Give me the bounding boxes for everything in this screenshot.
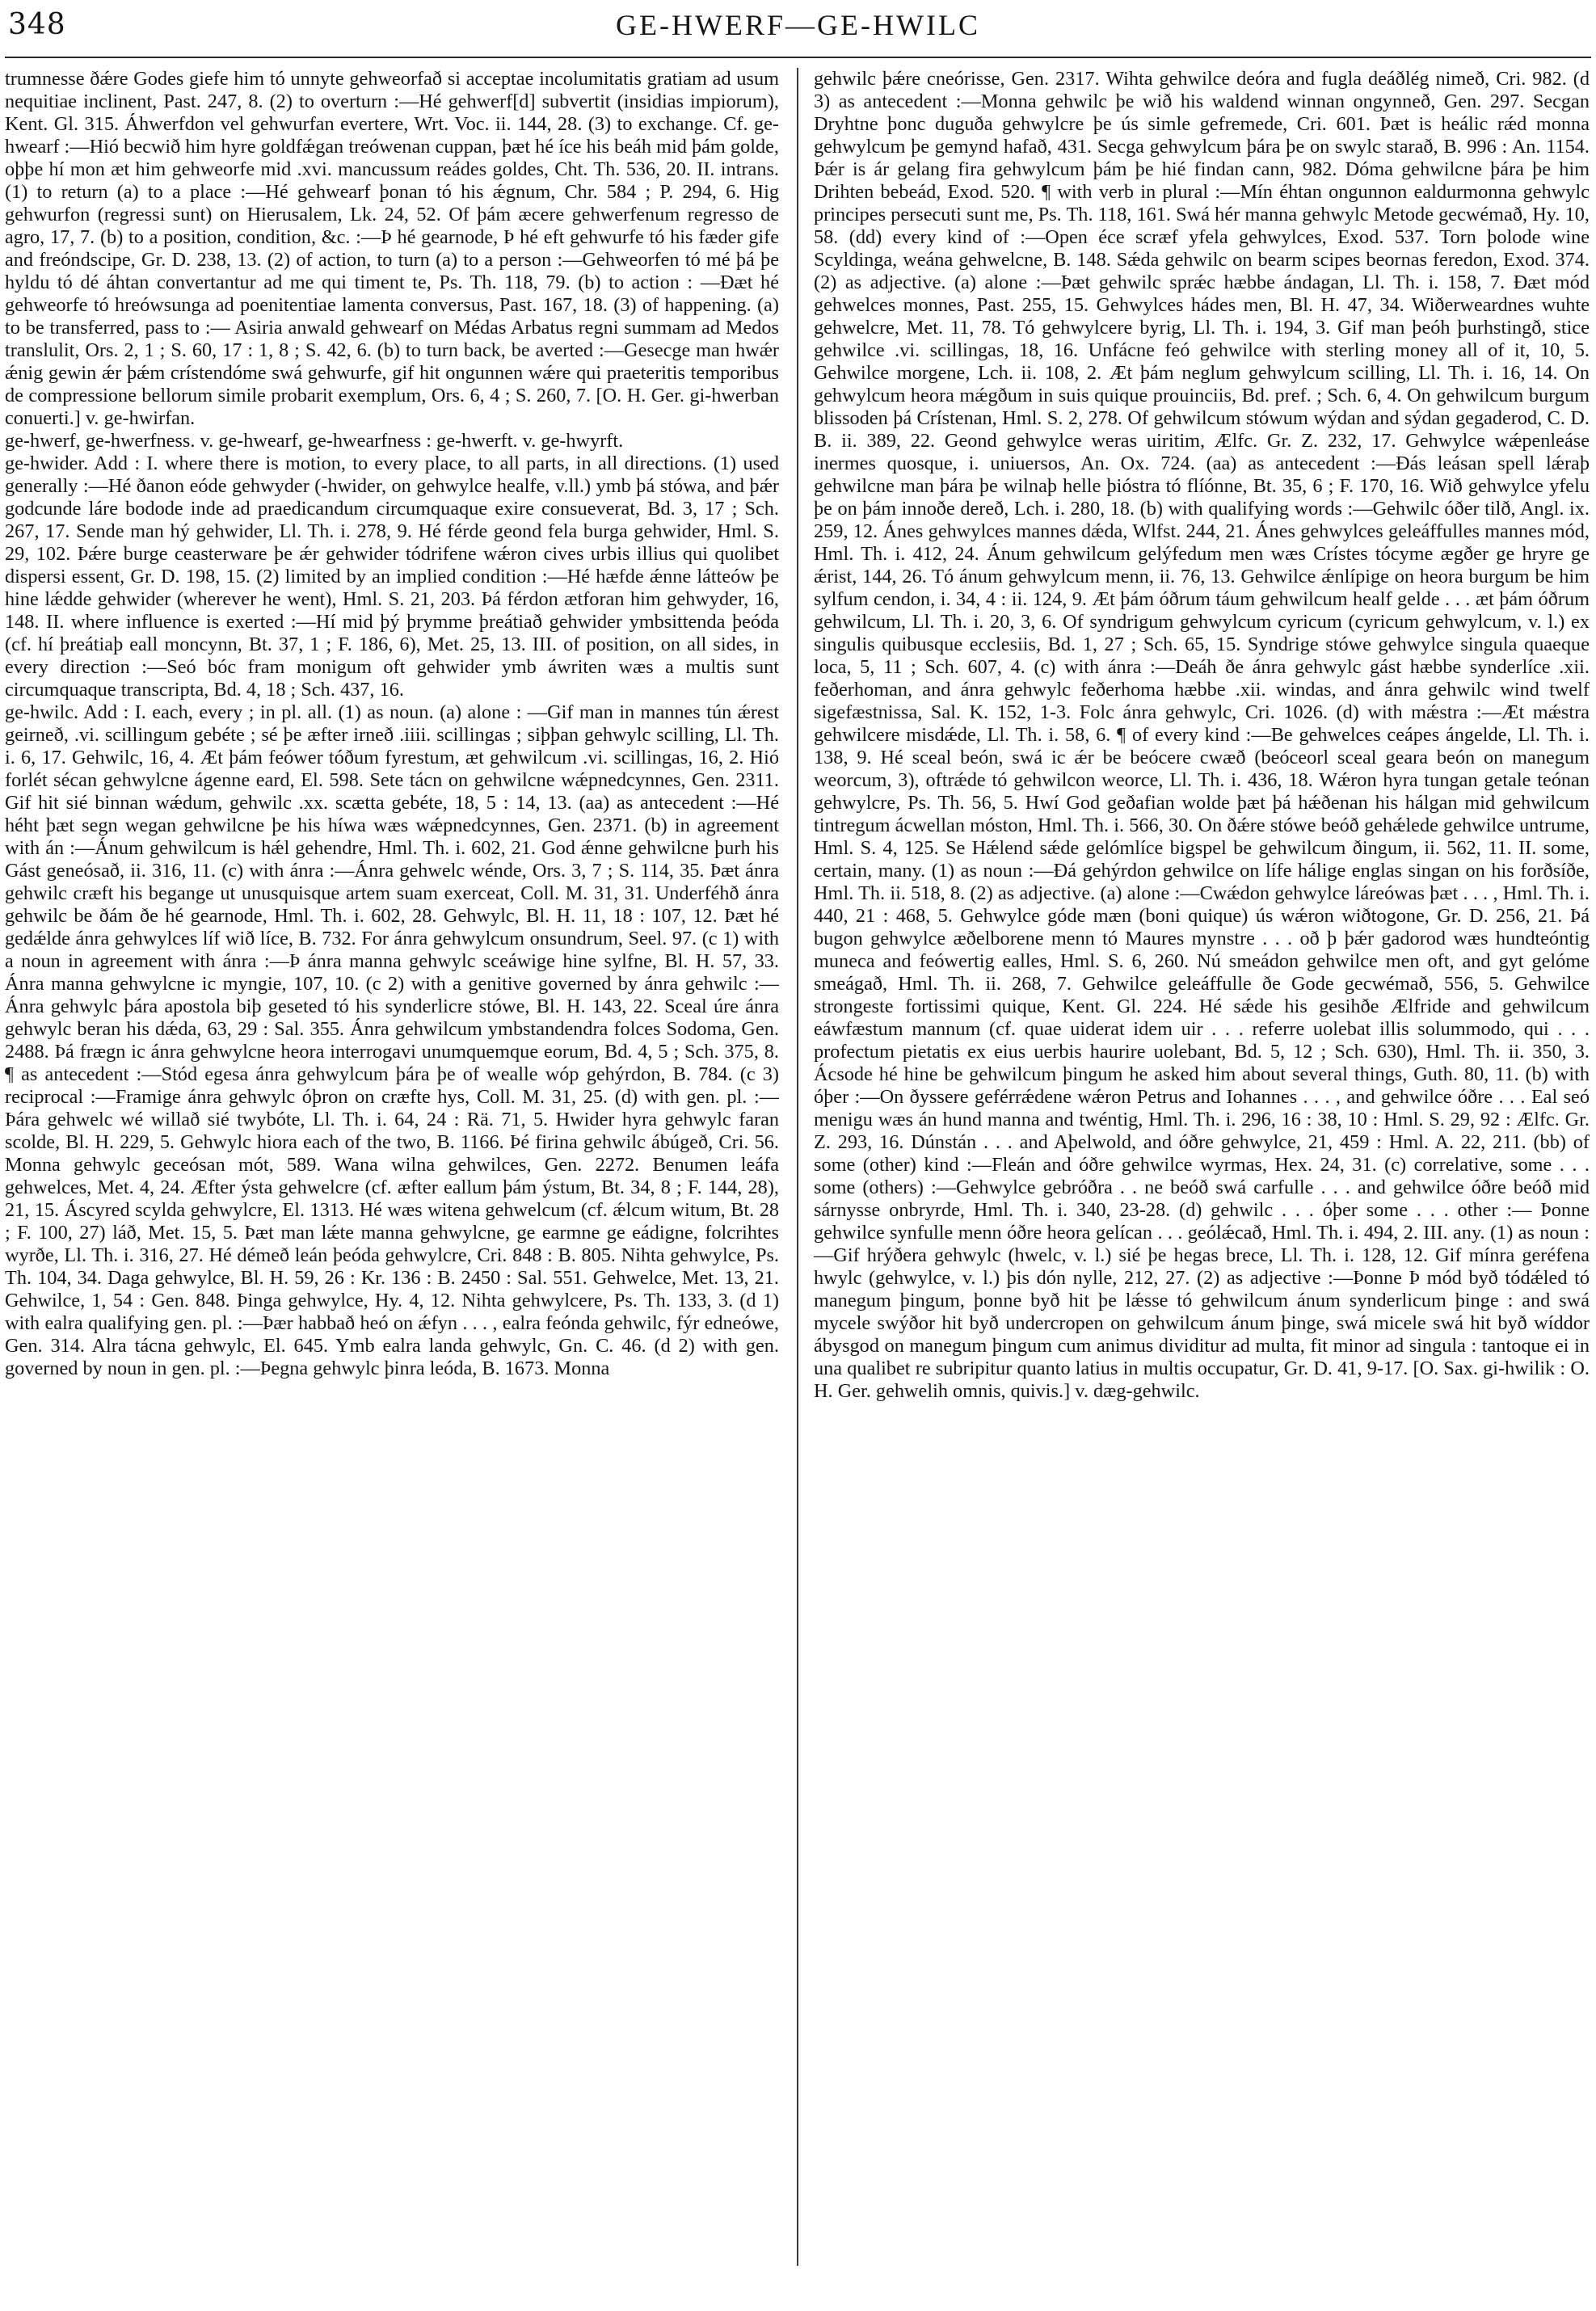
column-divider <box>797 68 798 2266</box>
entry-paragraph: trumnesse ðǽre Godes giefe him tó unnyte gehweorfað si acceptae incolumitatis gratiam ad usum nequitiae inclinent, Past. 247, 8. (2) to overturn :—Hé gehwerf[d] subvertit (insidias impiorum), Kent. Gl. 315. Áhwerfdon vel gehwurfan evertere, Wrt. Voc. ii. 144, 28. (3) to exchange. Cf. ge-hwearf :—Hió becwið him hyre goldfǽgan treówenan cuppan, þæt hé íce his beáh mid þám golde, oþþe hí mon æt him gehweorfe mid .xvi. mancussum reádes goldes, Cht. Th. 536, 20. II. intrans. (1) to return (a) to a place :—Hé gehwearf þonan tó his ǽgnum, Chr. 584 ; P. 294, 6. Hig gehwurfon (regressi sunt) on Hierusalem, Lk. 24, 52. Of þám æcere gehwerfenum regresso de agro, 17, 7. (b) to a position, condition, &c. :—Þ hé gearnode, Þ hé eft gehwurfe tó his fæder gife and freóndscipe, Gr. D. 238, 13. (2) of action, to turn (a) to a person :—Gehweorfen tó mé þá þe hyldu tó dé áhtan convertantur ad me qui timent te, Ps. Th. 118, 79. (b) to action : —Ðæt hé gehweorfe tó hreówsunga ad poenitentiae lamenta conversus, Past. 167, 18. (3) of happening. (a) to be transferred, pass to :— Asiria anwald gehwearf on Médas Arbatus regni summam ad Medos translulit, Ors. 2, 1 ; S. 60, 17 : 1, 8 ; S. 42, 6. (b) to turn back, be averted :—Gesecge man hwǽr ǽnig gewin ǽr þǽm crístendóme swá gehwurfe, gif hit ongunnen wǽre qui praeteritis temporibus de compressione bellorum simile probarit exemplum, Ors. 6, 4 ; S. 260, 7. [O. H. Ger. gi-hwerban conuerti.] v. ge-hwirfan. <box>5 68 779 429</box>
page-number: 348 <box>8 8 66 41</box>
page-title: GE-HWERF—GE-HWILC <box>616 9 980 41</box>
header-rule <box>5 57 1591 58</box>
page-header <box>0 0 1596 69</box>
right-column <box>814 68 1590 2263</box>
left-column <box>5 68 779 2263</box>
entry-ge-hwerf: ge-hwerf, ge-hwerfness. v. ge-hwearf, ge-hwearfness : ge-hwerft. v. ge-hwyrft. <box>5 430 624 452</box>
entry-ge-hwilc: ge-hwilc. Add : I. each, every ; in pl. all. (1) as noun. (a) alone : —Gif man in mannes tún ǽrest geirneð, .vi. scillingum gebéte ; sé þe æfter irneð .iiii. scillingas ; siþþan gehwylc scilling, Ll. Th. i. 6, 17. Gehwilc, 16, 4. Æt þám feówer tóðum fyrestum, æt gehwilcum .vi. scillingas, 16, 2. Hió forlét sécan gehwylcne ágenne eard, El. 598. Sete tácn on gehwilcne wǽpnedcynnes, Gen. 2311. Gif hit sié binnan wǽdum, gehwilc .xx. scætta gebéte, 18, 5 : 14, 13. (aa) as antecedent :—Hé héht þæt segn wegan gehwilcne þe his híwa wæs wǽpnedcynnes, Gen. 2371. (b) in agreement with án :—Ánum gehwilcum is hǽl gehendre, Hml. Th. i. 602, 21. God ǽnne gehwilcne þurh his Gást geneósað, ii. 316, 11. (c) with ánra :—Ánra gehwelc wénde, Ors. 3, 7 ; S. 114, 35. Þæt ánra gehwilc cræft his begange ut unusquisque artem suam exerceat, Coll. M. 31, 31. Underféhð ánra gehwilc be ðám ðe hé gearnode, Hml. Th. i. 602, 28. Gehwylc, Bl. H. 11, 18 : 107, 12. Þæt hé gedǽlde ánra gehwylces líf wið líce, B. 732. For ánra gehwylcum onsundrum, Seel. 97. (c 1) with a noun in agreement with ánra :—Þ ánra manna gehwylc sceáwige hine sylfne, Bl. H. 57, 33. Ánra manna gehwylcne ic myngie, 107, 10. (c 2) with a genitive governed by ánra gehwilc :—Ánra gehwylc þára apostola biþ geseted tó his synderlicre stówe, Bl. H. 143, 22. Sceal úre ánra gehwylc beran his dǽda, 63, 29 : Sal. 355. Ánra gehwilcum ymbstandendra folces Sodoma, Gen. 2488. Þá frægn ic ánra gehwylcne heora interrogavi unumquemque eorum, Bd. 4, 5 ; Sch. 375, 8. ¶ as antecedent :—Stód egesa ánra gehwylcum þára þe of wealle wóp gehýrdon, B. 784. (c 3) reciprocal :—Framige ánra gehwylc óþron on cræfte hys, Coll. M. 31, 25. (d) with gen. pl. :—Þára gehwelc wé willað sié twybóte, Ll. Th. i. 64, 24 : Rä. 71, 5. Hwider hyra gehwylc faran scolde, Bl. H. 229, 5. Gehwylc hiora each of the two, B. 1166. Þé firina gehwilc ábúgeð, Cri. 56. Monna gehwylc geceósan mót, 589. Wana wilna gehwilces, Gen. 2272. Benumen leáfa gehwelces, Met. 4, 24. Æfter ýsta gehwelcre (cf. æfter eallum þám ýstum, Bt. 34, 8 ; F. 144, 28), 21, 15. Áscyred scylda gehwylcre, El. 1313. Hé wæs witena gehwelcum (cf. ǽlcum witum, Bt. 28 ; F. 100, 27) láð, Met. 15, 5. Þæt man lǽte manna gehwylcne, ge earmne ge eádigne, folcrihtes wyrðe, Ll. Th. i. 316, 27. Hé démeð leán þeóda gehwylcre, Cri. 848 : B. 805. Nihta gehwylce, Ps. Th. 104, 34. Daga gehwylce, Bl. H. 59, 26 : Kr. 136 : B. 2450 : Sal. 551. Gehwelce, Met. 13, 21. Gehwilce, 1, 54 : Gen. 848. Þinga gehwylce, Hy. 4, 12. Nihta gehwylcere, Ps. Th. 133, 3. (d 1) with ealra qualifying gen. pl. :—Þær habbað heó on ǽfyn . . . , ealra feónda gehwilc, fýr edneówe, Gen. 314. Alra tácna gehwylc, El. 645. Ymb ealra landa gehwylc, Gn. C. 46. (d 2) with gen. governed by noun in gen. pl. :—Þegna gehwylc þinra leóda, B. 1673. Monna <box>5 701 779 1379</box>
entry-ge-hwilc-continued: gehwilc þǽre cneórisse, Gen. 2317. Wihta gehwilce deóra and fugla deáðlég nimeð, Cri. 982. (d 3) as antecedent :—Monna gehwilc þe wið his waldend winnan ongynneð, Gen. 297. Secgan Dryhtne þonc duguða gehwylcre þe ús simle gefremede, Cri. 601. Þæt is heálic rǽd monna gehwylcum þe gemynd hafað, 431. Secga gehwylcum þára þe on swylc starað, B. 996 : An. 1154. Þǽr is ár gelang fira gehwylcum þám þe hié findan cann, 982. Dóma gehwilcne þára þe him Drihten bebeád, Exod. 520. ¶ with verb in plural :—Mín éhtan ongunnon ealdurmonna gehwylc principes persecuti sunt me, Ps. Th. 118, 161. Swá hér manna gehwylc Metode gecwémað, Hy. 10, 58. (dd) every kind of :—Open éce scræf yfela gehwylces, Exod. 537. Torn þolode wine Scyldinga, weána gehwelcne, B. 148. Sǽda gehwilc on bearm scipes beornas feredon, Exod. 374. (2) as adjective. (a) alone :—Þæt gehwilc sprǽc hæbbe ándagan, Ll. Th. i. 158, 7. Ðæt mód gehwelces monnes, Past. 255, 15. Gehwylces hádes men, Bl. H. 47, 34. Wiðerweardnes wuhte gehwelcre, Met. 11, 78. Tó gehwylcere byrig, Ll. Th. i. 194, 3. Gif man þeóh þurhstingð, stice gehwilce .vi. scillingas, 18, 16. Unfácne feó gehwilce with sterling money all of it, 10, 5. Gehwilce morgene, Lch. ii. 108, 2. Æt þám neglum gehwylcum scilling, Ll. Th. i. 16, 14. On gehwylcum heora mǽgðum in suis quique prouinciis, Bd. pref. ; Sch. 6, 4. On gehwilcum burgum blissoden þá Crístenan, Hml. S. 2, 278. Of gehwilcum stówum wýdan and sýdan gegaderod, C. D. B. ii. 389, 22. Geond gehwylce weras uiritim, Ælfc. Gr. Z. 232, 17. Gehwylce wǽpenleáse inermes quosque, i. uniuersos, An. Ox. 724. (aa) as antecedent :—Ðás leásan spell lǽraþ gehwilcne man þára þe wilnaþ helle þióstra tó flíónne, Bt. 35, 6 ; F. 170, 16. Wið gehwylce yfelu þe on þám innoðe dereð, Lch. i. 280, 18. (b) with qualifying words :—Gehwilc óðer tilð, Angl. ix. 259, 12. Ánes gehwylces mannes dǽda, Wlfst. 244, 21. Ánes gehwylces geleáffulles mannes mód, Hml. Th. i. 412, 24. Ánum gehwilcum gelýfedum men wæs Crístes tócyme ægðer ge hryre ge ǽrist, 144, 26. Tó ánum gehwylcum menn, ii. 76, 13. Gehwilce ǽnlípige on heora burgum be him sylfum cendon, i. 34, 4 : ii. 124, 9. Æt þám óðrum táum gehwilcum healf gelde . . . æt þám óðrum gehwilcum, Ll. Th. i. 20, 3, 6. Of syndrigum gehwylcum cyricum (cyricum gehwylcum, v. l.) ex singulis quibusque ecclesiis, Bd. 1, 27 ; Sch. 65, 15. Syndrige stówe gehwylce singula quaeque loca, 5, 11 ; Sch. 607, 4. (c) with ánra :—Deáh ðe ánra gehwylc gást hæbbe synderlíce .xii. feðerhoman, and ánra gehwylc feðerhoma hæbbe .xii. windas, and ánra gehwilc wind twelf sigefæstnissa, Sal. K. 152, 1-3. Folc ánra gehwylc, Cri. 1026. (d) with mǽstra :—Æt mǽstra gehwilcere misdǽde, Ll. Th. i. 58, 6. ¶ of every kind :—Be gehwelces ceápes ángelde, Ll. Th. i. 138, 9. Hé sceal beón, swá ic ǽr be beócere cwæð (beóceorl sceal geara beón on manegum weorcum, 3), oftrǽde tó gehwilcon weorce, Ll. Th. i. 436, 18. Wǽron hyra tungan getale teónan gehwylcre, Ps. Th. 56, 5. Hwí God geðafian wolde þæt þá hǽðenan his hálgan mid gehwilcum tintregum ácwellan móston, Hml. Th. i. 566, 30. On ðǽre stówe beóð gehǽlede gehwilce untrume, Hml. S. 4, 125. Se Hǽlend sǽde gelómlíce bigspel be gehwilcum ðingum, ii. 562, 11. II. some, certain, many. (1) as noun :—Ðá gehýrdon gehwilce on lífe hálige englas singan on his forðsíðe, Hml. Th. ii. 518, 8. (2) as adjective. (a) alone :—Cwǽdon gehwylce láreówas þæt . . . , Hml. Th. i. 440, 21 : 468, 5. Gehwylce góde mæn (boni quique) ús wǽron wiðtogone, Gr. D. 256, 21. Þá bugon gehwylce æðelborene menn tó Maures mynstre . . . oð þ þǽr gadorod wæs hundteóntig muneca and feówertig ealles, Hml. S. 6, 260. Nú smeádon gehwilce men oft, and gyt gelóme smeágað, Hml. Th. ii. 268, 7. Gehwilce geleáffulle ðe Gode gecwémað, 556, 5. Gehwilce strongeste fortissimi quique, Kent. Gl. 224. Hé sǽde his gesihðe Ælfride and gehwilcum eáwfæstum mannum (cf. quae uiderat idem uir . . . referre uolebat illis solummodo, qui . . . profectum pietatis ex eius uerbis haurire uolebant, Bd. 5, 12 ; Sch. 630), Hml. Th. ii. 350, 3. Ácsode hé hine be gehwilcum þingum he asked him about several things, Guth. 80, 11. (b) with óþer :—On ðyssere geférrǽdene wǽron Petrus and Iohannes . . . , and gehwilce óðre . . . Eal seó menigu wæs án hund manna and twéntig, Hml. Th. i. 296, 16 : 38, 10 : Hml. S. 29, 92 : Ælfc. Gr. Z. 293, 16. Dúnstán . . . and Aþelwold, and óðre gehwylce, 21, 459 : Hml. A. 22, 211. (bb) of some (other) kind :—Fleán and óðre gehwilce wyrmas, Hex. 24, 31. (c) correlative, some . . . some (others) :—Gehwylce gebróðra . . ne beóð swá carfulle . . . and gehwilce óðre beóð mid sárnysse onbryrde, Hml. Th. i. 340, 23-28. (d) gehwilc . . . óþer some . . . other :— Þonne gehwilce synfulle menn óðre heora gelícan . . . geólǽcað, Hml. Th. i. 494, 2. III. any. (1) as noun :—Gif hrýðera gehwylc (hwelc, v. l.) sié þe hegas brece, Ll. Th. i. 128, 12. Gif mínra geréfena hwylc (gehwylce, v. l.) þis dón nylle, 212, 27. (2) as adjective :—Þonne Þ mód byð tódǽled tó manegum þingum, þonne byð hit þe lǽsse tó gehwilcum ánum synderlicum þinge : and swá mycele swýðor hit byð undercropen on gehwilcum ánum þinge, swá micele swá hit byð wíddor ábysgod on manegum þingum cum animus dividitur ad multa, fit minor ad singula : tantoque ei in una qualibet re subripitur quanto latius in multis occupatur, Gr. D. 41, 9-17. [O. Sax. gi-hwilik : O. H. Ger. gehwelih omnis, quivis.] v. dæg-gehwilc. <box>814 68 1590 1402</box>
entry-ge-hwider: ge-hwider. Add : I. where there is motion, to every place, to all parts, in all directions. (1) used generally :—Hé ðanon eóde gehwyder (-hwider, on gehwylce healfe, v.ll.) ymb þá stówa, and þǽr godcunde láre bodode inde ad praedicandum circumquaque exire consueverat, Bd. 3, 17 ; Sch. 267, 17. Sende man hý gehwider, Ll. Th. i. 278, 9. Hé férde geond fela burga gehwider, Hml. S. 29, 102. Þǽre burge ceasterware þe ǽr gehwider tódrifene wǽron cives urbis illius qui quolibet dispersi essent, Gr. D. 198, 15. (2) limited by an implied condition :—Hé hæfde ǽnne látteów þe hine lǽdde gehwider (wherever he went), Hml. S. 21, 203. Þá férdon ætforan him gehwyder, 16, 148. II. where influence is exerted :—Hí mid þý þrymme þreátiað gehwider ymbsittenda þeóda (cf. hí þreátiaþ eall moncynn, Bt. 37, 1 ; F. 186, 6), Met. 25, 13. III. of position, on all sides, in every direction :—Seó bóc fram monigum oft gehwider ymb áwriten wæs a multis sunt circumquaque transcripta, Bd. 4, 18 ; Sch. 437, 16. <box>5 453 779 701</box>
